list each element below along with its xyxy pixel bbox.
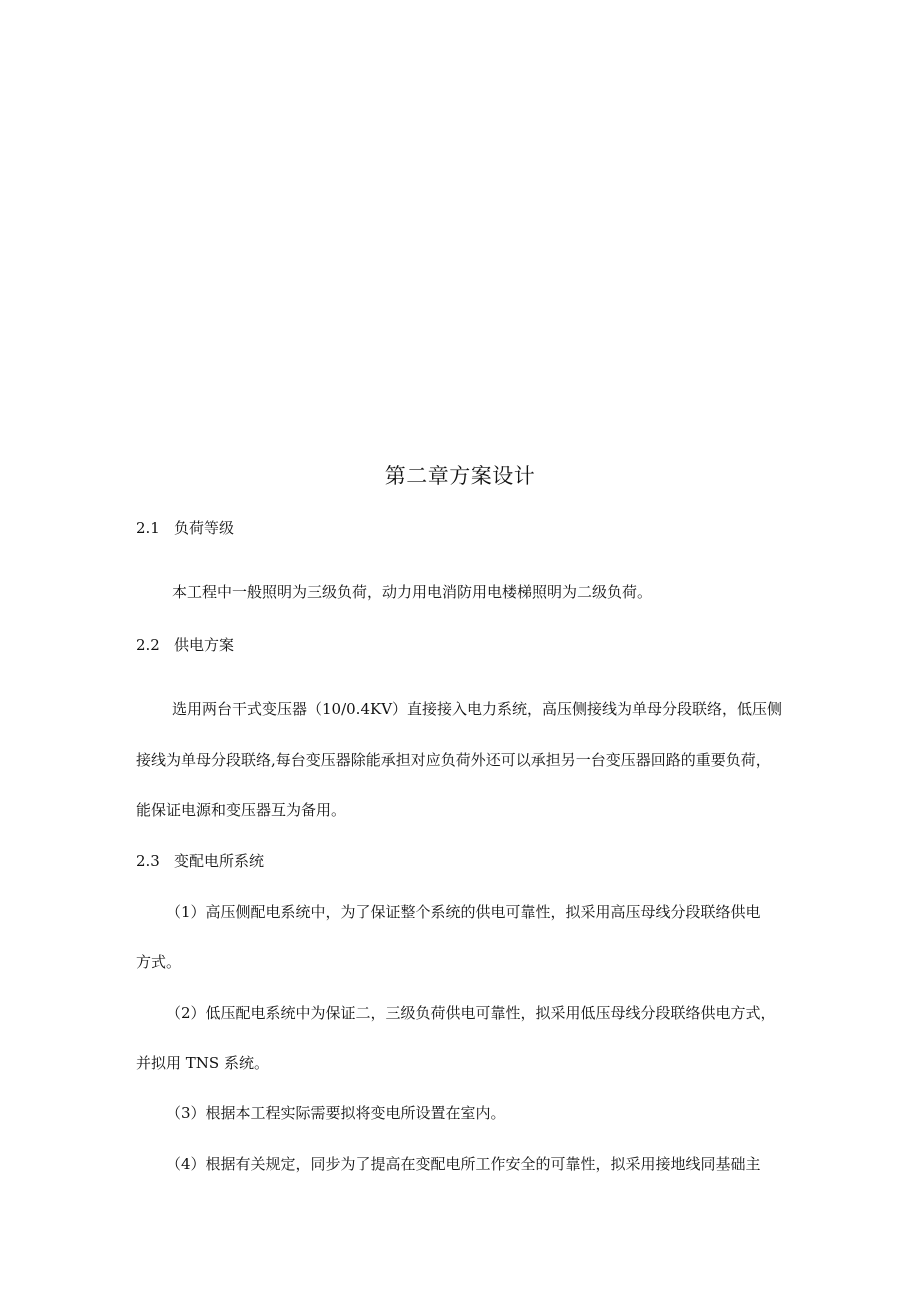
list-item-line: 方式。 [136, 953, 182, 971]
section-heading-2-1 [136, 518, 234, 538]
paragraph-line: 本工程中一般照明为三级负荷，动力用电消防用电楼梯照明为二级负荷。 [172, 583, 653, 601]
paragraph-line: 接线为单母分段联络,每台变压器除能承担对应负荷外还可以承担另一台变压器回路的重要负荷， [136, 751, 771, 769]
section-title: 供电方案 [174, 636, 235, 654]
section-heading-2-2 [136, 635, 234, 655]
list-item-line: （2）低压配电系统中为保证二，三级负荷供电可靠性，拟采用低压母线分段联络供电方式， [166, 1004, 776, 1022]
section-number: 2.1 [136, 519, 160, 537]
list-item-line: （4）根据有关规定，同步为了提高在变配电所工作安全的可靠性，拟采用接地线同基础主 [166, 1155, 761, 1173]
chapter-title: 第二章方案设计 [384, 464, 536, 488]
list-item-line: （3）根据本工程实际需要拟将变电所设置在室内。 [166, 1104, 506, 1122]
section-title: 变配电所系统 [174, 852, 265, 870]
section-number: 2.2 [136, 636, 160, 654]
list-item-line: （1）高压侧配电系统中，为了保证整个系统的供电可靠性，拟采用高压母线分段联络供电 [166, 903, 761, 921]
paragraph-line: 选用两台干式变压器（10/0.4KV）直接接入电力系统，高压侧接线为单母分段联络，低压侧 [172, 700, 783, 718]
list-item-line: 并拟用 TNS 系统。 [136, 1054, 269, 1072]
paragraph-line: 能保证电源和变压器互为备用。 [136, 801, 347, 819]
section-heading-2-3 [136, 851, 264, 871]
section-title: 负荷等级 [174, 519, 235, 537]
section-number: 2.3 [136, 852, 160, 870]
